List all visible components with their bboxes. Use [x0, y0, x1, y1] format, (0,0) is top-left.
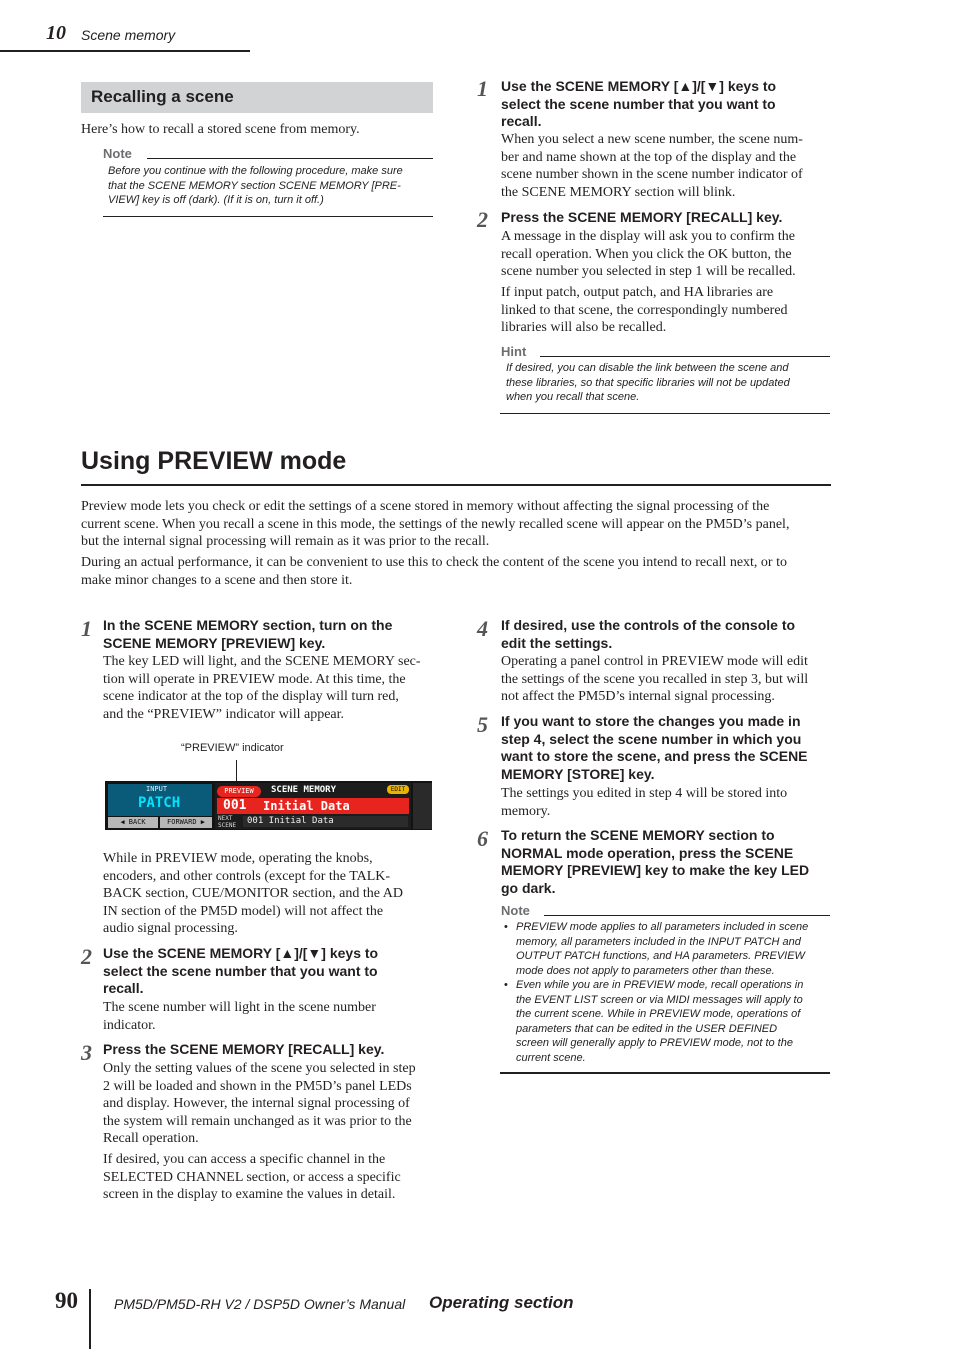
- chapter-title: Scene memory: [81, 27, 176, 43]
- recall-step-1-number: 1: [477, 76, 488, 101]
- note-rule: [147, 158, 433, 159]
- preview-intro-a: Preview mode lets you check or edit the settings of a scene stored in memory without affecting the signal processing of the current scene. When you recall a scene in this mode, the settings of the newly recalled scene will appear on the PM5D’s panel, but the internal signal processing will remain as it was prior to the recall.: [81, 499, 790, 550]
- figure-callout: “PREVIEW” indicator: [181, 742, 284, 754]
- recall-section-bar: [81, 82, 433, 113]
- callout-line: [236, 760, 237, 782]
- recall-step-2-heading: Press the SCENE MEMORY [RECALL] key.: [501, 209, 783, 225]
- scene-memory-panel: [215, 783, 411, 829]
- footer-section-name: Operating section: [429, 1293, 574, 1312]
- recall-hint: [500, 342, 830, 414]
- recall-section-title: Recalling a scene: [91, 87, 234, 106]
- scene-number: 001: [223, 798, 247, 813]
- back-button[interactable]: ◀ BACK: [108, 817, 158, 828]
- hint-text: If desired, you can disable the link between the scene and these libraries, so that specific libraries will not be updated when you recall that scene.: [506, 362, 790, 403]
- preview-note-rule: [544, 915, 830, 916]
- preview-step-2-heading: Use the SCENE MEMORY [▲]/[▼] keys to select the scene number that you want to recall.: [103, 945, 379, 996]
- list-item: • Even while you are in PREVIEW mode, recall operations in the EVENT LIST screen or via MIDI messages will apply to the current scene. While in PREVIEW mode, operations of parameters that can be edited in the USER DEFINED screen will generally apply to PREVIEW mode, not to the current scene.: [502, 978, 830, 1065]
- preview-step-6-number: 6: [477, 826, 488, 851]
- preview-step-2-text: The scene number will light in the scene number indicator.: [103, 1000, 376, 1033]
- preview-step-6-heading: To return the SCENE MEMORY section to NORMAL mode operation, press the SCENE MEMORY [PREVIEW] key to make the key LED go dark.: [501, 827, 810, 896]
- preview-note-label: Note: [501, 903, 530, 918]
- preview-step-4-number: 4: [477, 616, 488, 641]
- page-header: [0, 22, 250, 52]
- list-item: • PREVIEW mode applies to all parameters included in scene memory, all parameters included in the INPUT PATCH and OUTPUT PATCH functions, and HA parameters. PREVIEW mode does not apply to parameters other than these.: [502, 920, 830, 978]
- preview-title: Using PREVIEW mode: [81, 447, 347, 475]
- scene-name: Initial Data: [263, 799, 350, 813]
- next-label: NEXT: [218, 815, 233, 822]
- preview-note: [500, 901, 830, 1074]
- input-label: INPUT: [146, 785, 168, 793]
- preview-step-3-number: 3: [81, 1040, 92, 1065]
- note-label: Note: [103, 146, 132, 161]
- preview-step-5-text: The settings you edited in step 4 will be stored into memory.: [501, 786, 788, 819]
- scene-memory-label: SCENE MEMORY: [271, 785, 337, 795]
- preview-step-1-text: The key LED will light, and the SCENE MEMORY sec- tion will operate in PREVIEW mode. At this time, the scene indicator at the top of the display will turn red, and the “PREVIEW” indicator will appear.: [103, 654, 421, 722]
- chapter-number: 10: [46, 22, 66, 44]
- recall-intro: Here’s how to recall a stored scene from memory.: [81, 122, 360, 137]
- preview-step-2-number: 2: [81, 944, 92, 969]
- preview-step-1-heading: In the SCENE MEMORY section, turn on the SCENE MEMORY [PREVIEW] key.: [103, 617, 393, 651]
- preview-step-3-text-a: Only the setting values of the scene you selected in step 2 will be loaded and shown in the PM5D’s panel LEDs and display. However, the internal signal processing of the system will remain unchanged as it was prior to the Recall operation.: [103, 1061, 416, 1147]
- display-right-edge: [413, 783, 432, 829]
- preview-step-5-heading: If you want to store the changes you made in step 4, select the scene number in which you want to store the scene, and press the SCENE MEMORY [STORE] key.: [501, 713, 808, 782]
- preview-intro-b: During an actual performance, it can be convenient to use this to check the content of the scene you intend to recall next, or to make minor changes to a scene and then store it.: [81, 555, 787, 588]
- current-scene-bar[interactable]: [217, 798, 409, 814]
- preview-after-figure-text: While in PREVIEW mode, operating the knobs, encoders, and other controls (except for the TALK- BACK section, CUE/MONITOR section, and the AD IN section of the PM5D model) will not affect the audio signal processing.: [103, 851, 403, 937]
- recall-note: [103, 144, 433, 217]
- display-screenshot: [105, 781, 432, 830]
- note-text: Before you continue with the following procedure, make sure that the SCENE MEMORY section SCENE MEMORY [PRE- VIEW] key is off (dark). (If it is on, turn it off.): [108, 165, 403, 206]
- preview-section-heading: [81, 446, 831, 486]
- preview-step-1-number: 1: [81, 616, 92, 641]
- recall-step-2-text-a: A message in the display will ask you to confirm the recall operation. When you click the OK button, the scene number you selected in step 1 will be recalled.: [501, 229, 796, 280]
- recall-step-1-text: When you select a new scene number, the scene num- ber and name shown at the top of the display and the scene number shown in the scene number indicator of the SCENE MEMORY section will blink.: [501, 132, 803, 200]
- hint-rule: [540, 356, 830, 357]
- recall-step-1-heading: Use the SCENE MEMORY [▲]/[▼] keys to select the scene number that you want to recall.: [501, 78, 777, 129]
- preview-step-4-heading: If desired, use the controls of the console to edit the settings.: [501, 617, 796, 651]
- recall-step-2-text-b: If input patch, output patch, and HA libraries are linked to that scene, the correspondingly numbered libraries will also be recalled.: [501, 285, 788, 336]
- preview-step-4-text: Operating a panel control in PREVIEW mode will edit the settings of the scene you recalled in step 3, but will not affect the PM5D’s internal signal processing.: [501, 654, 809, 705]
- preview-indicator: PREVIEW: [217, 786, 261, 797]
- forward-button[interactable]: FORWARD ▶: [160, 817, 212, 828]
- next-scene-field: 001 Initial Data: [243, 816, 408, 827]
- footer-divider: [89, 1289, 91, 1349]
- preview-step-3-text-b: If desired, you can access a specific channel in the SELECTED CHANNEL section, or access a specific screen in the display to examine the values in detail.: [103, 1152, 401, 1203]
- scene-label: SCENE: [218, 822, 237, 829]
- edit-indicator: EDIT: [387, 785, 409, 794]
- preview-step-5-number: 5: [477, 712, 488, 737]
- preview-note-list: [502, 920, 830, 1065]
- input-patch-panel[interactable]: [108, 784, 212, 816]
- page-number: 90: [55, 1288, 78, 1313]
- manual-title: PM5D/PM5D-RH V2 / DSP5D Owner’s Manual: [114, 1296, 406, 1312]
- hint-label: Hint: [501, 344, 527, 359]
- recall-step-2-number: 2: [477, 207, 488, 232]
- patch-label: PATCH: [138, 795, 181, 811]
- preview-step-3-heading: Press the SCENE MEMORY [RECALL] key.: [103, 1041, 385, 1057]
